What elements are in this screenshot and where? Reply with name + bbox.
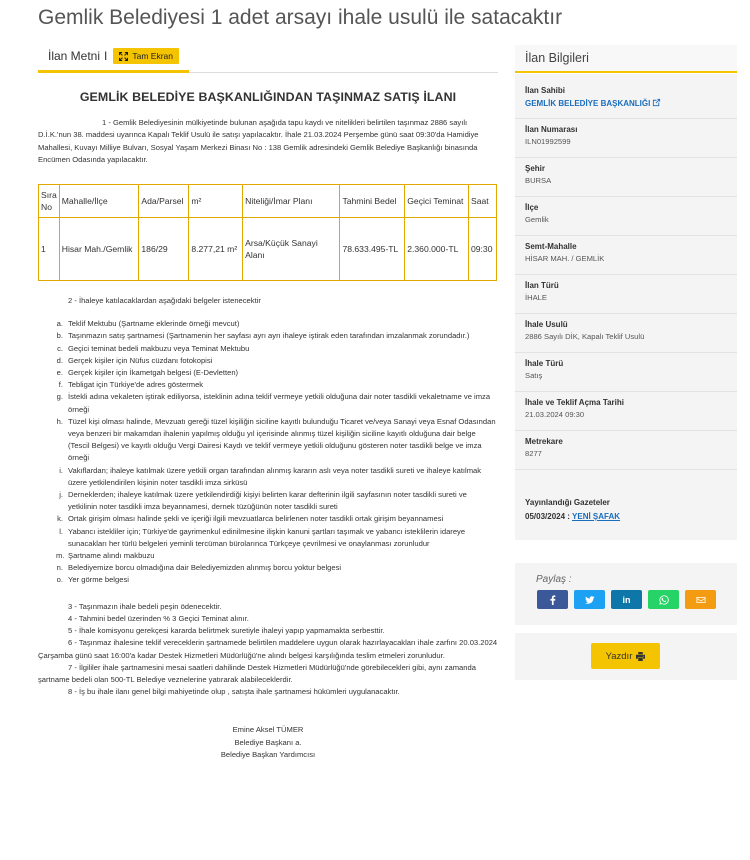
sidebar-heading: İlan Bilgileri [515,45,737,73]
list-item-text: Ortak girişim olması halinde şekli ve içeriği ilgili mevzuatlarca belirlenen noter tasdikli ortak girişim beyannamesi [68,514,444,524]
info-ihale-usulu [525,320,730,341]
list-marker: e. [56,368,63,378]
item-2: 2 - İhaleye katılacaklardan aşağıdaki belgeler istenecektir [68,296,261,306]
divider [515,235,737,236]
info-value: İHALE [525,293,547,302]
share-buttons [537,590,716,609]
table-header-cell: Saat [468,185,496,218]
info-label: Metrekare [525,437,563,446]
table-cell: 186/29 [139,218,189,281]
table-header-cell: Ada/Parsel [139,185,189,218]
info-gazeteler [525,498,730,521]
list-item-text: Geçici teminat bedeli makbuzu veya Teminat Mektubu [68,343,250,353]
table-cell: 2.360.000-TL [405,218,469,281]
info-value: HİSAR MAH. / GEMLİK [525,254,605,263]
list-item-text: Tüzel kişi olması halinde, Mevzuatı gereği tüzel kişiliğin siciline kayıtlı bulunduğu Ticaret ve/veya Sanayi veya Esnaf Odasından veya benzeri bir makamdan ihalenin yapılmış olduğu yıl içerisinde alınmış tüzel kişiliğin siciline kayıtlı olduğuna dair belge (Tescil Belgesi) ve kayıtlı olduğu Vergi Dairesi Kaydı ve teklif vermeye yetkili olduğunu gösteren noter tasdikli belge ve imza örneği [68,416,496,463]
info-value: Gemlik [525,215,549,224]
list-item-text: Yer görme belgesi [68,575,129,585]
info-ilce [525,203,730,224]
divider [515,313,737,314]
info-label: İlan Sahibi [525,86,566,95]
list-marker: c. [57,343,63,353]
list-item [56,318,498,330]
item-5: 5 - İhale komisyonu gerekçesi kararda belirtmek suretiyle ihaleyi yapıp yapmamakta serbesttir. [68,626,385,636]
table-header-cell: Mahalle/İlçe [59,185,139,218]
divider [515,430,737,431]
list-marker: i. [59,465,63,475]
info-metrekare [525,437,730,458]
list-marker: j. [59,490,63,500]
fullscreen-button[interactable] [113,48,179,64]
ilan-content [38,80,498,761]
item-7: 7 - İlgililer ihale şartnamesini mesai saatleri dahilinde Destek Hizmetleri Müdürlüğü'nde görebilecekleri gibi, aynı zamanda şartname bedeli olan 500-TL Belediye veznelerine yatırarak alabileceklerdir. [38,662,476,684]
linkedin-share-button[interactable] [611,590,642,609]
list-item [56,574,498,586]
envelope-icon [696,595,706,605]
list-marker: f. [58,380,63,390]
list-item [56,416,498,465]
divider [515,157,737,158]
signature-title: Belediye Başkanı a. [234,737,302,747]
info-value: 21.03.2024 09:30 [525,410,585,419]
table-header-cell: Niteliği/İmar Planı [243,185,340,218]
gazete-date: 05/03/2024 : [525,512,570,521]
info-value: ILN01992599 [525,137,571,146]
share-label: Paylaş : [536,574,572,585]
required-documents-list [56,318,498,586]
info-value: Satış [525,371,543,380]
list-marker: k. [57,514,63,524]
list-marker: l. [59,526,63,536]
info-label: İlan Numarası [525,125,578,134]
info-ilan-sahibi [525,86,730,108]
print-label: Yazdır [605,650,633,662]
info-label: Semt-Mahalle [525,242,577,251]
list-marker: o. [56,575,63,585]
table-header-cell: Tahmini Bedel [340,185,405,218]
list-marker: a. [56,319,63,329]
info-ilan-turu [525,281,730,302]
table-cell: 78.633.495-TL [340,218,405,281]
table-row [39,218,497,281]
divider [515,196,737,197]
ilan-sahibi-link-text: GEMLİK BELEDİYE BAŞKANLIĞI [525,99,651,108]
signature-role: Belediye Başkan Yardımcısı [220,749,316,759]
gazete-link[interactable]: YENİ ŞAFAK [572,512,621,521]
facebook-share-button[interactable] [537,590,568,609]
info-sehir [525,164,730,185]
list-item-text: Şartname alındı makbuzu [68,551,155,561]
table-header-cell: Sıra No [39,185,60,218]
table-cell: Hisar Mah./Gemlik [59,218,139,281]
item-6: 6 - Taşınmaz ihalesine teklif vereceklerin şartnamede belirtilen maddelere uygun olarak hazırlayacakları ihale zarfını 20.03.2024 Çarşamba günü saat 16:00'a kadar Destek Hizmetleri Müdürlüğü'ne alındı belgesi karşılığında teslim etmeleri zorunludur. [38,638,498,660]
whatsapp-share-button[interactable] [648,590,679,609]
list-marker: h. [56,416,63,426]
document-title: GEMLİK BELEDİYE BAŞKANLIĞINDAN TAŞINMAZ SATIŞ İLANI [79,90,457,104]
list-item [56,391,498,415]
facebook-icon [548,595,558,605]
divider [515,469,737,470]
list-item-text: Derneklerden; ihaleye katılmak üzere yetkilendirdiği kişiyi belirten karar defterinin ilgili sayfasının noter tasdikli sureti ve yetkilinin noter tasdikli imza beyannamesi, dernek tüzüğünün noter tasdikli sureti [68,490,467,512]
table-header-row [39,185,497,218]
info-label: Yayınlandığı Gazeteler [525,498,610,507]
table-header-cell: m² [189,185,243,218]
table-cell: 8.277,21 m² [189,218,243,281]
info-ihale-turu [525,359,730,380]
ilan-sahibi-link[interactable] [525,99,661,108]
tab-ilan-metni[interactable] [38,45,189,73]
list-item-text: Teklif Mektubu (Şartname eklerinde örneği mevcut) [68,319,240,329]
signature-name: Emine Aksel TÜMER [232,725,304,735]
signature-block [38,724,498,761]
info-value: 8277 [525,449,542,458]
page-title: Gemlik Belediyesi 1 adet arsayı ihale usulü ile satacaktır [38,6,563,29]
info-label: İhale Usulü [525,320,568,329]
info-label: İlçe [525,203,539,212]
printer-icon [636,652,645,661]
info-label: İhale ve Teklif Açma Tarihi [525,398,624,407]
info-value: BURSA [525,176,552,185]
list-marker: b. [56,331,63,341]
list-item [56,489,498,513]
ilan-bilgileri-panel [515,74,737,540]
tab-separator: I [104,49,108,63]
list-item-text: Tebligat için Türkiye'de adres göstermek [68,380,204,390]
info-value [525,98,730,108]
list-item-text: İstekli adına vekaleten iştirak ediliyorsa, isteklinin adına teklif vermeye yetkili olduğuna dair noter tasdikli vekaletname ve imza örneği [68,392,491,414]
list-marker: g. [56,392,63,402]
table-cell: 09:30 [468,218,496,281]
divider [515,352,737,353]
tab-bar [38,45,498,73]
tab-ilan-metni-label: İlan Metni [48,49,101,63]
list-item-text: Vakıflardan; ihaleye katılmak üzere yetkili organ tarafından alınmış kararın aslı veya noter tasdikli sureti ve ihaleye katılmak üzere yetkilendirilen kişinin noter tasdikli imza sirküsü [68,465,482,487]
table-cell: 1 [39,218,60,281]
info-ilan-numarasi [525,125,730,146]
list-item-text: Gerçek kişiler için Nüfus cüzdanı fotokopisi [68,355,213,365]
list-marker: n. [56,563,63,573]
info-ihale-tarihi [525,398,730,419]
info-label: İlan Türü [525,281,559,290]
list-item [56,550,498,562]
list-item [56,465,498,489]
twitter-share-button[interactable] [574,590,605,609]
item-8: 8 - İş bu ihale ilanı genel bilgi mahiyetinde olup , satışta ihale şartnamesi hükümleri uygulanacaktır. [68,687,400,697]
linkedin-icon: in [622,594,631,605]
list-marker: d. [56,355,63,365]
table-header-cell: Geçici Teminat [405,185,469,218]
list-item-text: Yabancı istekliler için; Türkiye'de gayrimenkul edinilmesine ilişkin kanuni şartları taşımak ve yabancı isteklilerin idareye sunacakları her türlü belgeleri yeminli tercüman bürolarınca Türkçeye çevrilmesi ve onaylanması zorunludur [68,526,466,548]
list-item-text: Taşınmazın satış şartnamesi (Şartnamenin her sayfası ayrı ayrı ihaleye iştirak eden tarafından imzalanmak zorundadır.) [68,331,470,341]
list-item-text: Belediyemize borcu olmadığına dair Belediyemizden alınmış borcu yoktur belgesi [68,563,342,573]
external-link-icon [652,98,661,107]
divider [515,118,737,119]
list-item [56,343,498,355]
email-share-button[interactable] [685,590,716,609]
item-4: 4 - Tahmini bedel üzerinden % 3 Geçici Teminat alınır. [68,613,249,623]
list-marker: m. [56,551,65,561]
list-item [56,367,498,379]
list-item [56,513,498,525]
expand-icon [119,52,128,61]
info-label: Şehir [525,164,546,173]
info-label: İhale Türü [525,359,564,368]
numbered-items [38,601,498,699]
intro-paragraph: 1 - Gemlik Belediyesinin mülkiyetinde bulunan aşağıda tapu kaydı ve nitelikleri belirtilen taşınmaz 2886 sayılı D.İ.K.'nun 38. maddesi uyarınca Kapalı Teklif Usulü ile satışı yapılacaktır. İhale 21.03.2024 Perşembe günü saat 09:30'da Hamidiye Mahallesi, Kuvayı Milliye Bulvarı, Sosyal Yaşam Merkezi Binası No : 138 Gemlik adresindeki Gemlik Belediye Başkanlığı binasında Encümen Odasında yapılacaktır. [38,118,479,164]
divider [515,391,737,392]
table-cell: Arsa/Küçük Sanayi Alanı [243,218,340,281]
print-button[interactable] [591,643,660,669]
list-item [56,562,498,574]
info-value [525,512,730,521]
whatsapp-icon [659,595,669,605]
divider [515,274,737,275]
list-item [56,355,498,367]
item-3: 3 - Taşınmazın ihale bedeli peşin ödenecektir. [68,601,222,611]
list-item-text: Gerçek kişiler için İkametgah belgesi (E-Devletten) [68,368,239,378]
print-box [515,633,737,680]
info-semt-mahalle [525,242,730,263]
info-value: 2886 Sayılı DİK, Kapalı Teklif Usulü [525,332,645,341]
list-item [56,526,498,550]
list-item [56,330,498,342]
list-item [56,379,498,391]
twitter-icon [585,595,595,605]
fullscreen-label: Tam Ekran [132,51,173,61]
property-table [38,184,497,281]
share-box [515,563,737,625]
